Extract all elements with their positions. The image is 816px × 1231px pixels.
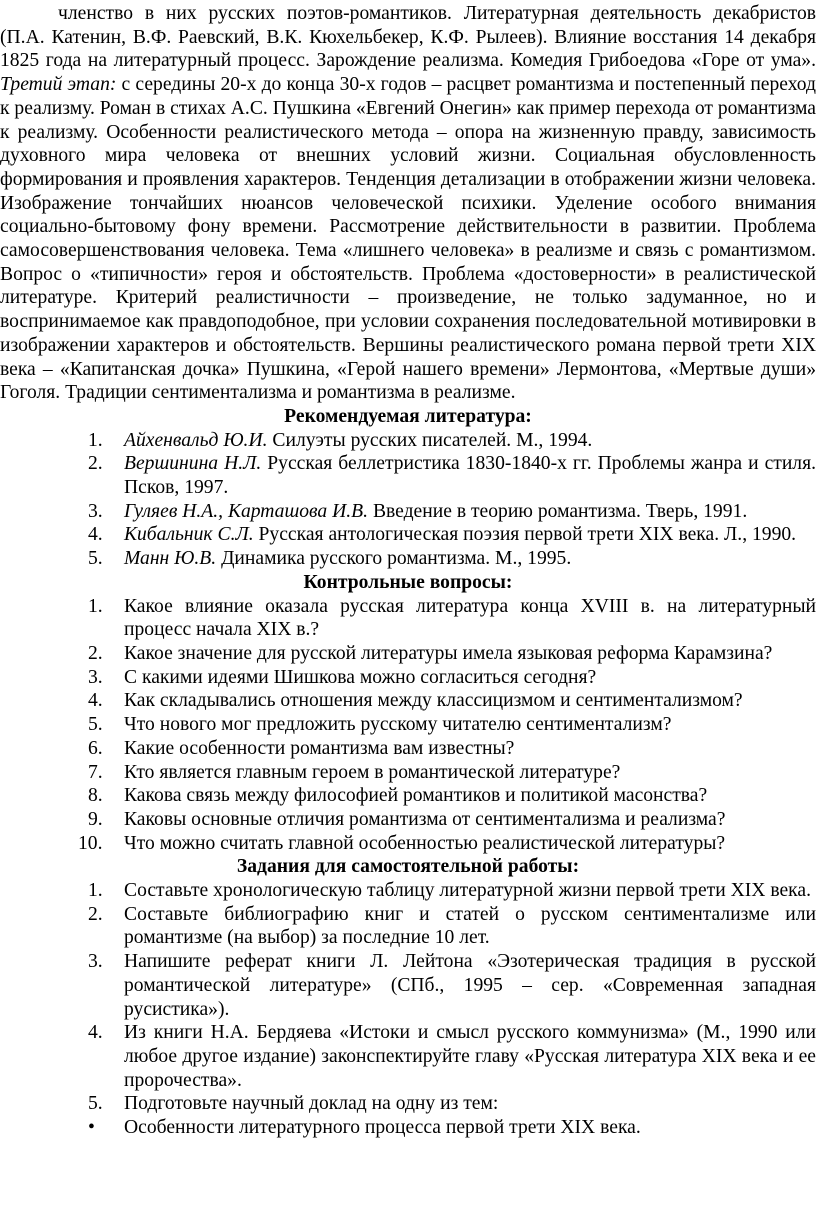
list-number: 2. <box>88 453 103 475</box>
tasks-list <box>0 879 816 1116</box>
list-number: 7. <box>88 761 103 783</box>
question-item <box>0 689 816 713</box>
task-item <box>0 1021 816 1092</box>
question-text: Как складывались отношения между классицизмом и сентиментализмом? <box>124 690 743 712</box>
task-item <box>0 903 816 950</box>
topics-list <box>0 1116 816 1140</box>
literature-item <box>0 452 816 499</box>
question-item <box>0 595 816 642</box>
question-text: Какое влияние оказала русская литература конца XVIII в. на литературный процесс начала XIX в.? <box>124 595 816 641</box>
question-text: Что можно считать главной особенностью реалистической литературы? <box>124 832 726 854</box>
task-item <box>0 950 816 1021</box>
literature-title: Силуэты русских писателей. М., 1994. <box>267 429 593 451</box>
intro-text-2: с середины 20-х до конца 30-х годов – расцвет романтизма и постепенный переход к реализму. Роман в стихах А.С. Пушкина «Евгений Онегин» как пример перехода от романтизма к реализму. Особенности реалистического метода – опора на жизненную правду, зависимость духовного мира человека от внешних условий жизни. Социальная обусловленность формирования и проявления характеров. Тенденция детализации в отображении жизни человека. Изображение тончайших нюансов человеческой психики. Уделение особого внимания социально-бытовому фону времени. Рассмотрение действительности в развитии. Проблема самосовершенствования человека. Тема «лишнего человека» в реализме и связь с романтизмом. Вопрос о «типичности» героя и обстоятельств. Проблема «достоверности» в реалистической литературе. Критерий реалистичности – произведение, не только задуманное, но и воспринимаемое как правдоподобное, при условии сохранения последовательной мотивировки в изображении характеров и обстоятельств. Вершины реалистического романа первой трети XIX века – «Капитанская дочка» Пушкина, «Герой нашего времени» Лермонтова, «Мертвые души» Гоголя. Традиции сентиментализма и романтизма в реализме. <box>0 74 816 404</box>
question-item <box>0 832 816 856</box>
list-number: 2. <box>88 903 103 925</box>
question-item <box>0 737 816 761</box>
list-number: 3. <box>88 951 103 973</box>
literature-item <box>0 429 816 453</box>
literature-list <box>0 429 816 571</box>
question-item <box>0 713 816 737</box>
list-number: 1. <box>88 595 103 617</box>
intro-text-1: членство в них русских поэтов-романтиков. Литературная деятельность декабристов (П.А. Катенин, В.Ф. Раевский, В.К. Кюхельбекер, К.Ф. Рылеев). Влияние восстания 14 декабря 1825 года на литературный процесс. Зарождение реализма. Комедия Грибоедова «Горе от ума». <box>0 3 816 72</box>
task-item <box>0 879 816 903</box>
question-text: С какими идеями Шишкова можно согласиться сегодня? <box>124 666 597 688</box>
topic-text: Особенности литературного процесса первой трети XIX века. <box>124 1117 641 1139</box>
literature-author: Манн Ю.В. <box>124 548 217 570</box>
literature-author: Вершинина Н.Л. <box>124 453 262 475</box>
question-item <box>0 642 816 666</box>
list-number: 5. <box>88 714 103 736</box>
task-text: Напишите реферат книги Л. Лейтона «Эзотерическая традиция в русской романтической литературе» (СПб., 1995 – сер. «Современная западная русистика»). <box>124 951 816 1020</box>
list-number: 1. <box>88 880 103 902</box>
questions-list <box>0 595 816 856</box>
question-text: Кто является главным героем в романтической литературе? <box>124 761 621 783</box>
question-item <box>0 784 816 808</box>
list-number: 4. <box>88 524 103 546</box>
list-number: 4. <box>88 690 103 712</box>
literature-item <box>0 547 816 571</box>
list-number: 5. <box>88 548 103 570</box>
questions-heading: Контрольные вопросы: <box>303 571 513 593</box>
literature-author: Кибальник С.Л. <box>124 524 254 546</box>
question-item <box>0 666 816 690</box>
question-text: Какие особенности романтизма вам известны? <box>124 737 515 759</box>
list-number: 3. <box>88 500 103 522</box>
literature-title: Русская антологическая поэзия первой трети XIX века. Л., 1990. <box>253 524 797 546</box>
list-number: 10. <box>78 832 103 854</box>
task-text: Подготовьте научный доклад на одну из тем: <box>124 1093 499 1115</box>
literature-item <box>0 500 816 524</box>
task-text: Из книги Н.А. Бердяева «Истоки и смысл русского коммунизма» (М., 1990 или любое другое издание) законспектируйте главу «Русская литература XIX века и ее пророчества». <box>124 1022 816 1091</box>
list-number: 1. <box>88 429 103 451</box>
list-number: 4. <box>88 1022 103 1044</box>
task-item <box>0 1092 816 1116</box>
question-item <box>0 761 816 785</box>
list-number: 9. <box>88 808 103 830</box>
task-text: Составьте библиографию книг и статей о русском сентиментализме или романтизме (на выбор) за последние 10 лет. <box>124 903 816 949</box>
literature-author: Гуляев Н.А., Карташова И.В. <box>124 500 369 522</box>
list-number: 2. <box>88 642 103 664</box>
question-text: Какова связь между философией романтиков и политикой масонства? <box>124 785 708 807</box>
list-number: 8. <box>88 785 103 807</box>
list-number: 5. <box>88 1093 103 1115</box>
literature-title: Введение в теорию романтизма. Тверь, 1991. <box>368 500 748 522</box>
question-text: Какое значение для русской литературы имела языковая реформа Карамзина? <box>124 642 773 664</box>
question-text: Каковы основные отличия романтизма от сентиментализма и реализма? <box>124 808 726 830</box>
literature-author: Айхенвальд Ю.И. <box>124 429 268 451</box>
stage-label: Третий этап: <box>0 74 117 96</box>
list-number: 3. <box>88 666 103 688</box>
question-text: Что нового мог предложить русскому читателю сентиментализм? <box>124 714 672 736</box>
intro-paragraph <box>0 2 816 405</box>
task-text: Составьте хронологическую таблицу литературной жизни первой трети XIX века. <box>124 880 811 902</box>
list-number: 6. <box>88 737 103 759</box>
literature-title: Динамика русского романтизма. М., 1995. <box>216 548 572 570</box>
bullet-icon: • <box>88 1117 95 1139</box>
question-item <box>0 808 816 832</box>
literature-title: Русская беллетристика 1830-1840-х гг. Проблемы жанра и стиля. Псков, 1997. <box>124 453 816 499</box>
literature-item <box>0 523 816 547</box>
tasks-heading: Задания для самостоятельной работы: <box>236 856 580 878</box>
topic-item <box>0 1116 816 1140</box>
literature-heading: Рекомендуемая литература: <box>284 405 532 427</box>
